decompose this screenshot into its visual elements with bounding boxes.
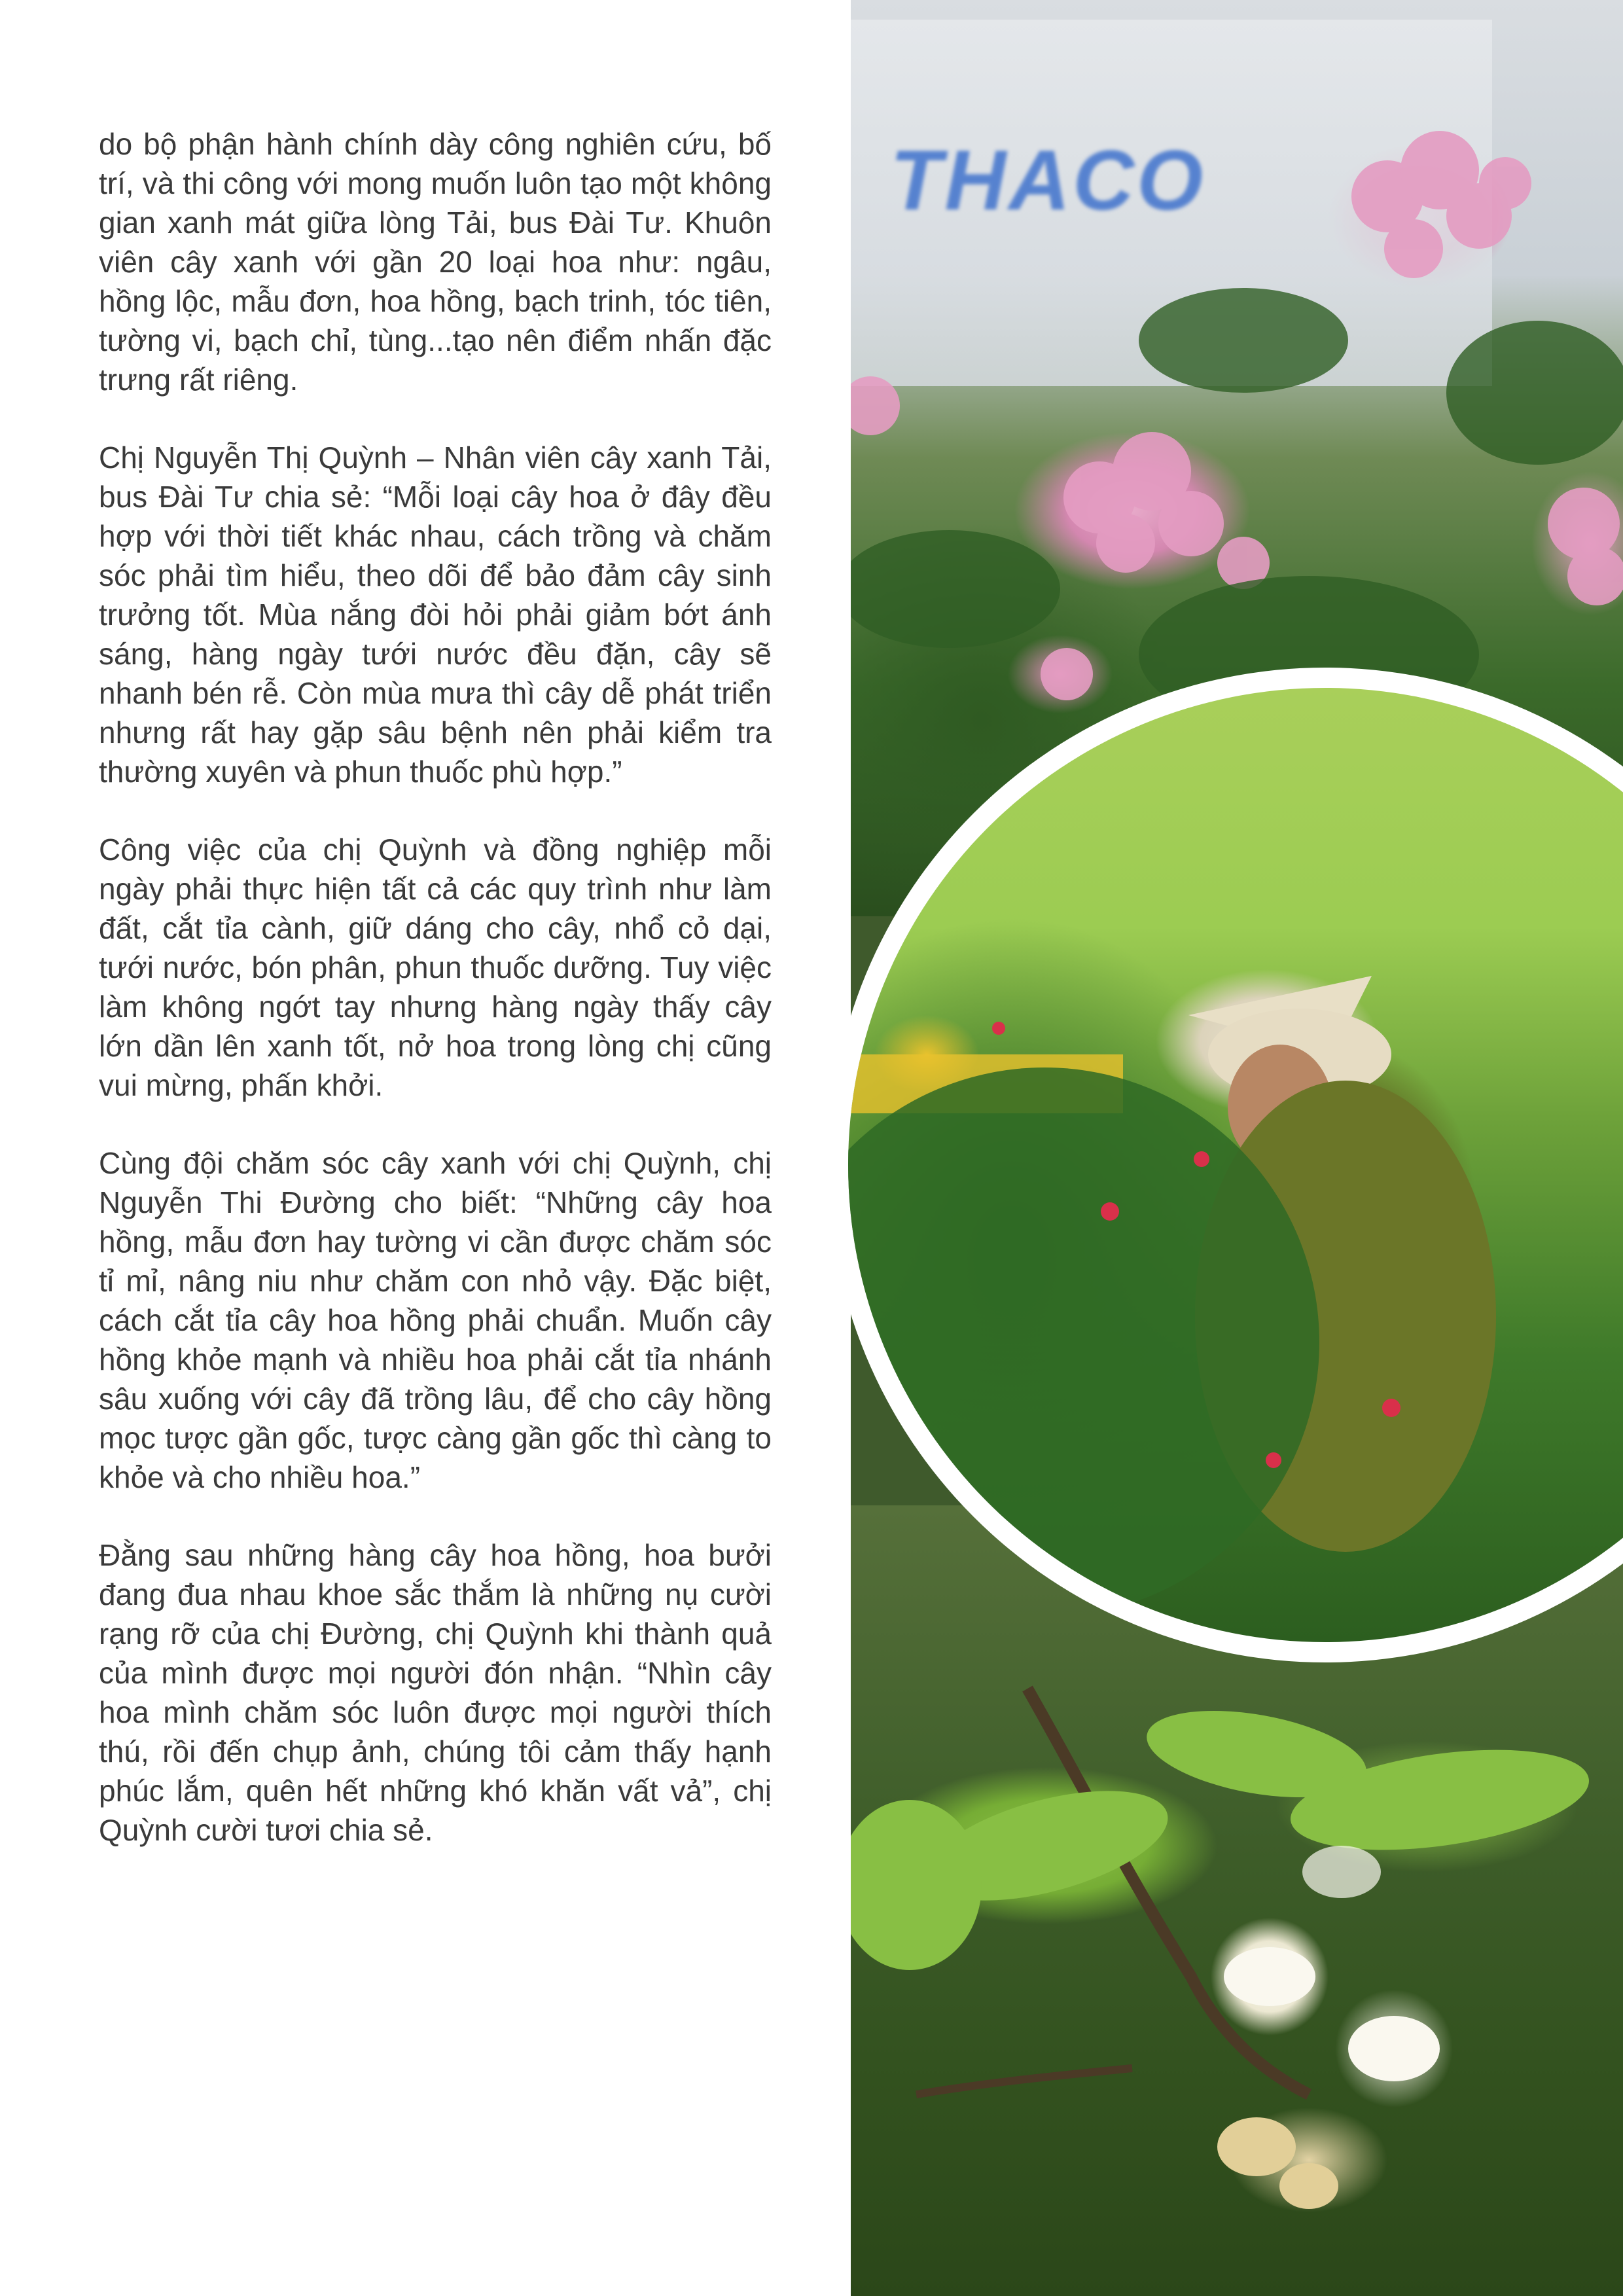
paragraph-2: Chị Nguyễn Thị Quỳnh – Nhân viên cây xanh Tải, bus Đài Tư chia sẻ: “Mỗi loại cây hoa ở đây đều hợp với thời tiết khác nhau, cách trồng và chăm sóc phải tìm hiểu, theo dõi để bảo đảm cây sinh trưởng tốt. Mùa nắng đòi hỏi phải giảm bớt ánh sáng, hàng ngày tưới nước đều đặn, cây sẽ nhanh bén rễ. Còn mùa mưa thì cây dễ phát triển nhưng rất hay gặp sâu bệnh nên phải kiểm tra thường xuyên và phun thuốc phù hợp.” xyxy=(99,440,772,789)
paragraph-4: Cùng đội chăm sóc cây xanh với chị Quỳnh, chị Nguyễn Thi Đường cho biết: “Những cây hoa hồng, mẫu đơn hay tường vi cần được chăm sóc tỉ mỉ, nâng niu như chăm con nhỏ vậy. Đặc biệt, cách cắt tỉa cây hoa hồng phải chuẩn. Muốn cây hồng khỏe mạnh và nhiều hoa phải cắt tỉa nhánh sâu xuống với cây đã trồng lâu, để cho cây hồng mọc tược gần gốc, tược càng gần gốc thì càng to khỏe và cho nhiều hoa.” xyxy=(99,1146,772,1494)
gardener-portrait-photo xyxy=(848,688,1623,1642)
paragraph-5: Đằng sau những hàng cây hoa hồng, hoa bưởi đang đua nhau khoe sắc thắm là những nụ cười rạng rỡ của chị Đường, chị Quỳnh khi thành quả của mình được mọi người đón nhận. “Nhìn cây hoa mình chăm sóc luôn được mọi người thích thú, rồi đến chụp ảnh, chúng tôi cảm thấy hạnh phúc lắm, quên hết những khó khăn vất vả”, chị Quỳnh cười tươi chia sẻ. xyxy=(99,1538,772,1847)
paragraph-1: do bộ phận hành chính dày công nghiên cứu, bố trí, và thi công với mong muốn luôn tạo một không gian xanh mát giữa lòng Tải, bus Đài Tư. Khuôn viên cây xanh với gần 20 loại hoa như: ngâu, hồng lộc, mẫu đơn, hoa hồng, bạch trinh, tóc tiên, tường vi, bạch chỉ, tùng...tạo nên điểm nhấn đặc trưng rất riêng. xyxy=(99,127,772,397)
paragraph-3: Công việc của chị Quỳnh và đồng nghiệp mỗi ngày phải thực hiện tất cả các quy trình như làm đất, cắt tỉa cành, giữ dáng cho cây, nhổ cỏ dại, tưới nước, bón phân, phun thuốc dưỡng. Tuy việc làm không ngớt tay nhưng hàng ngày thấy cây lớn dần lên xanh tốt, nở hoa trong lòng chị cũng vui mừng, phấn khởi. xyxy=(99,833,772,1102)
gardener-illustration xyxy=(848,688,1623,1642)
article-body xyxy=(99,124,772,1888)
brand-sign-logo: THACO xyxy=(890,132,1206,228)
